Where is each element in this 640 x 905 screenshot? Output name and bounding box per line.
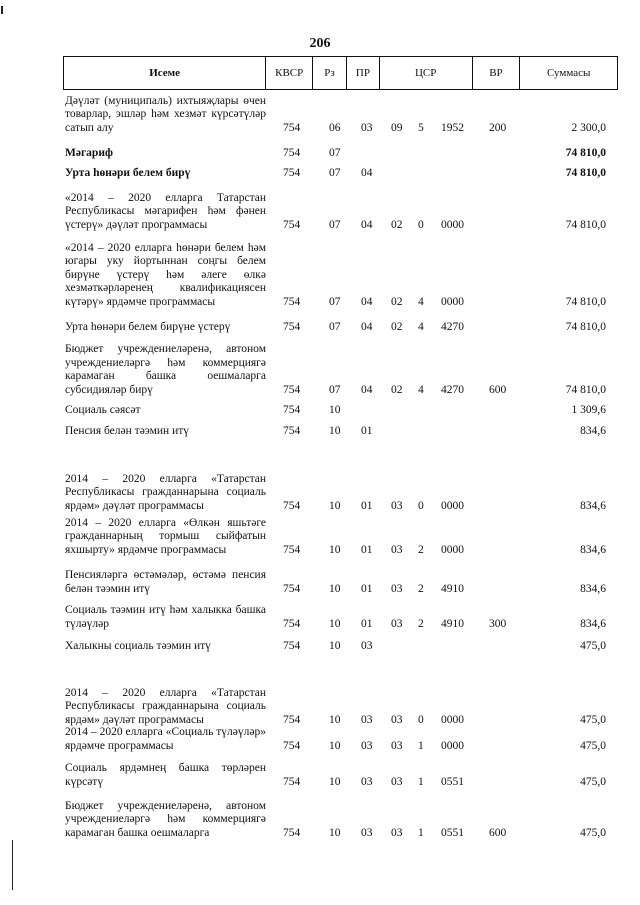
row-rz: 10 bbox=[329, 739, 341, 752]
page-number: 206 bbox=[309, 36, 331, 51]
row-vr: 300 bbox=[489, 617, 507, 630]
row-name: 2014 – 2020 елларга «Өлкән яшьтәге гражданнарның тормыш сыйфатын яхшырту» ярдәмче программасы bbox=[65, 516, 266, 556]
table-row bbox=[63, 316, 618, 334]
row-kvsr: 754 bbox=[283, 424, 301, 437]
row-c2: 4 bbox=[418, 295, 424, 308]
row-c3: 0000 bbox=[441, 713, 464, 726]
table-row bbox=[63, 796, 618, 840]
row-c3: 0551 bbox=[441, 826, 464, 839]
row-name: Мәгариф bbox=[65, 146, 113, 159]
header-kvsr: КВСР bbox=[266, 57, 313, 89]
table-row bbox=[63, 635, 618, 653]
row-c2: 5 bbox=[418, 121, 424, 134]
row-name: 2014 – 2020 елларга «Татарстан Республикасы гражданнарына социаль ярдәм» дәүләт программасы bbox=[65, 472, 266, 512]
row-name: Бюджет учреждениеләренә, автоном учреждениеләргә һәм коммерциягә карамаган башка оешмаларга субсидияләр бирү bbox=[65, 343, 266, 396]
row-pr: 01 bbox=[361, 582, 373, 595]
row-c1: 03 bbox=[391, 739, 403, 752]
row-c3: 1952 bbox=[441, 121, 464, 134]
row-sum: 1 309,6 bbox=[571, 403, 606, 416]
row-c3: 0551 bbox=[441, 775, 464, 788]
row-c2: 1 bbox=[418, 739, 424, 752]
row-name: 2014 – 2020 елларга «Социаль түләүләр» ярдәмче программасы bbox=[65, 726, 266, 752]
row-c1: 03 bbox=[391, 826, 403, 839]
row-c3: 0000 bbox=[441, 739, 464, 752]
row-pr: 03 bbox=[361, 775, 373, 788]
row-sum: 475,0 bbox=[580, 775, 606, 788]
row-kvsr: 754 bbox=[283, 739, 301, 752]
row-kvsr: 754 bbox=[283, 543, 301, 556]
row-c2: 0 bbox=[418, 218, 424, 231]
row-c2: 2 bbox=[418, 582, 424, 595]
row-sum: 834,6 bbox=[580, 499, 606, 512]
row-sum: 74 810,0 bbox=[565, 146, 606, 159]
table-row bbox=[63, 142, 618, 160]
row-kvsr: 754 bbox=[283, 617, 301, 630]
row-rz: 07 bbox=[329, 166, 341, 179]
row-sum: 475,0 bbox=[580, 713, 606, 726]
row-pr: 04 bbox=[361, 166, 373, 179]
row-name: 2014 – 2020 елларга «Татарстан Республикасы гражданнарына социаль ярдәм» дәүләт программасы bbox=[65, 686, 266, 726]
row-pr: 03 bbox=[361, 713, 373, 726]
row-kvsr: 754 bbox=[283, 383, 301, 396]
header-name: Исеме bbox=[64, 57, 266, 89]
row-kvsr: 754 bbox=[283, 775, 301, 788]
row-name: Урта һөнәри белем бирүне үстерү bbox=[65, 320, 231, 333]
row-name: Халыкны социаль тәэмин итү bbox=[65, 639, 211, 652]
row-pr: 01 bbox=[361, 499, 373, 512]
row-name: Социаль тәэмин итү һәм халыкка башка түләүләр bbox=[65, 604, 266, 630]
table-row bbox=[63, 665, 618, 727]
row-pr: 03 bbox=[361, 739, 373, 752]
row-rz: 10 bbox=[329, 403, 341, 416]
row-sum: 74 810,0 bbox=[565, 320, 606, 333]
row-sum: 74 810,0 bbox=[565, 295, 606, 308]
row-rz: 07 bbox=[329, 295, 341, 308]
row-name: Пенсия белән тәэмин итү bbox=[65, 424, 190, 437]
row-c3: 4910 bbox=[441, 582, 464, 595]
row-c1: 02 bbox=[391, 383, 403, 396]
row-rz: 06 bbox=[329, 121, 341, 134]
table-row bbox=[63, 399, 618, 417]
row-kvsr: 754 bbox=[283, 295, 301, 308]
row-rz: 07 bbox=[329, 146, 341, 159]
row-name: Урта һөнәри белем бирү bbox=[65, 166, 191, 179]
row-c1: 03 bbox=[391, 617, 403, 630]
row-c2: 1 bbox=[418, 775, 424, 788]
table-row bbox=[63, 420, 618, 438]
row-sum: 74 810,0 bbox=[565, 166, 606, 179]
row-kvsr: 754 bbox=[283, 146, 301, 159]
row-pr: 04 bbox=[361, 295, 373, 308]
row-c1: 03 bbox=[391, 543, 403, 556]
row-kvsr: 754 bbox=[283, 218, 301, 231]
header-csr: ЦСР bbox=[380, 57, 473, 89]
row-c2: 1 bbox=[418, 826, 424, 839]
row-c1: 02 bbox=[391, 295, 403, 308]
row-pr: 04 bbox=[361, 320, 373, 333]
row-kvsr: 754 bbox=[283, 166, 301, 179]
row-kvsr: 754 bbox=[283, 403, 301, 416]
row-rz: 10 bbox=[329, 582, 341, 595]
row-c2: 4 bbox=[418, 320, 424, 333]
row-c2: 0 bbox=[418, 713, 424, 726]
row-rz: 10 bbox=[329, 543, 341, 556]
row-name: Социаль ярдәмнең башка төрләрен күрсәтү bbox=[65, 762, 266, 788]
row-kvsr: 754 bbox=[283, 713, 301, 726]
row-kvsr: 754 bbox=[283, 582, 301, 595]
row-rz: 10 bbox=[329, 424, 341, 437]
table-row bbox=[63, 568, 618, 596]
table-row bbox=[63, 91, 618, 135]
row-sum: 834,6 bbox=[580, 424, 606, 437]
row-pr: 01 bbox=[361, 617, 373, 630]
header-sum: Суммасы bbox=[546, 67, 591, 79]
row-pr: 01 bbox=[361, 424, 373, 437]
row-sum: 834,6 bbox=[580, 582, 606, 595]
row-sum: 475,0 bbox=[580, 826, 606, 839]
row-vr: 600 bbox=[489, 383, 507, 396]
row-name: Бюджет учреждениеләренә, автоном учреждениеләргә һәм коммерциягә карамаган башка оешмаларга bbox=[65, 799, 266, 839]
row-pr: 04 bbox=[361, 383, 373, 396]
row-sum: 74 810,0 bbox=[565, 218, 606, 231]
scan-mark-bottom bbox=[12, 840, 13, 890]
row-rz: 10 bbox=[329, 775, 341, 788]
row-sum: 74 810,0 bbox=[565, 383, 606, 396]
row-sum: 2 300,0 bbox=[571, 121, 606, 134]
row-vr: 600 bbox=[489, 826, 507, 839]
table-row bbox=[63, 603, 618, 631]
row-c1: 03 bbox=[391, 582, 403, 595]
row-c1: 03 bbox=[391, 713, 403, 726]
scan-mark-top bbox=[1, 6, 3, 14]
row-c3: 4270 bbox=[441, 320, 464, 333]
row-pr: 03 bbox=[361, 121, 373, 134]
row-c2: 2 bbox=[418, 543, 424, 556]
row-rz: 10 bbox=[329, 499, 341, 512]
table-row bbox=[63, 186, 618, 232]
row-c1: 02 bbox=[391, 218, 403, 231]
row-c3: 0000 bbox=[441, 218, 464, 231]
row-name: Дәүләт (муниципаль) ихтыяҗлары өчен товарлар, эшләр һәм хезмәт күрсәтүләр сатып алу bbox=[65, 94, 266, 134]
row-pr: 04 bbox=[361, 218, 373, 231]
row-sum: 834,6 bbox=[580, 543, 606, 556]
table-row bbox=[63, 341, 618, 397]
row-c2: 4 bbox=[418, 383, 424, 396]
row-rz: 10 bbox=[329, 826, 341, 839]
row-rz: 10 bbox=[329, 713, 341, 726]
row-rz: 07 bbox=[329, 383, 341, 396]
row-sum: 475,0 bbox=[580, 739, 606, 752]
table-row bbox=[63, 761, 618, 789]
row-c1: 02 bbox=[391, 320, 403, 333]
row-sum: 834,6 bbox=[580, 617, 606, 630]
row-c3: 0000 bbox=[441, 295, 464, 308]
header-vr: ВР bbox=[473, 57, 521, 89]
row-name: Пенсияләргә өстәмәләр, өстәмә пенсия белән тәэмин итү bbox=[65, 569, 266, 595]
budget-table bbox=[63, 56, 618, 839]
table-row bbox=[63, 162, 618, 180]
row-c1: 03 bbox=[391, 775, 403, 788]
row-kvsr: 754 bbox=[283, 826, 301, 839]
row-c3: 4910 bbox=[441, 617, 464, 630]
row-rz: 10 bbox=[329, 617, 341, 630]
row-c3: 4270 bbox=[441, 383, 464, 396]
row-sum: 475,0 bbox=[580, 639, 606, 652]
row-name: «2014 – 2020 елларга Татарстан Республикасы мәгарифен һәм фәнен үстерү» дәүләт программасы bbox=[65, 191, 266, 231]
row-kvsr: 754 bbox=[283, 320, 301, 333]
row-rz: 07 bbox=[329, 218, 341, 231]
row-pr: 03 bbox=[361, 826, 373, 839]
table-row bbox=[63, 517, 618, 557]
header-pr: ПР bbox=[347, 57, 380, 89]
row-c1: 03 bbox=[391, 499, 403, 512]
table-row bbox=[63, 239, 618, 309]
table-header bbox=[63, 56, 618, 90]
header-rz: Рз bbox=[313, 57, 347, 89]
row-name: Социаль сәясәт bbox=[65, 403, 141, 416]
row-c1: 09 bbox=[391, 121, 403, 134]
row-c2: 0 bbox=[418, 499, 424, 512]
table-row bbox=[63, 451, 618, 513]
row-pr: 03 bbox=[361, 639, 373, 652]
row-c2: 2 bbox=[418, 617, 424, 630]
row-pr: 01 bbox=[361, 543, 373, 556]
table-row bbox=[63, 726, 618, 753]
row-c3: 0000 bbox=[441, 543, 464, 556]
row-rz: 07 bbox=[329, 320, 341, 333]
row-name: «2014 – 2020 елларга һөнәри белем һәм югары уку йортыннан соңгы белем бирүне үстерү һәм әлеге өлкә хезмәткәрләренең квалификациясен күтәрү» ярдәмче программасы bbox=[65, 241, 266, 308]
row-vr: 200 bbox=[489, 121, 507, 134]
row-kvsr: 754 bbox=[283, 639, 301, 652]
row-c3: 0000 bbox=[441, 499, 464, 512]
row-rz: 10 bbox=[329, 639, 341, 652]
row-kvsr: 754 bbox=[283, 499, 301, 512]
row-kvsr: 754 bbox=[283, 121, 301, 134]
